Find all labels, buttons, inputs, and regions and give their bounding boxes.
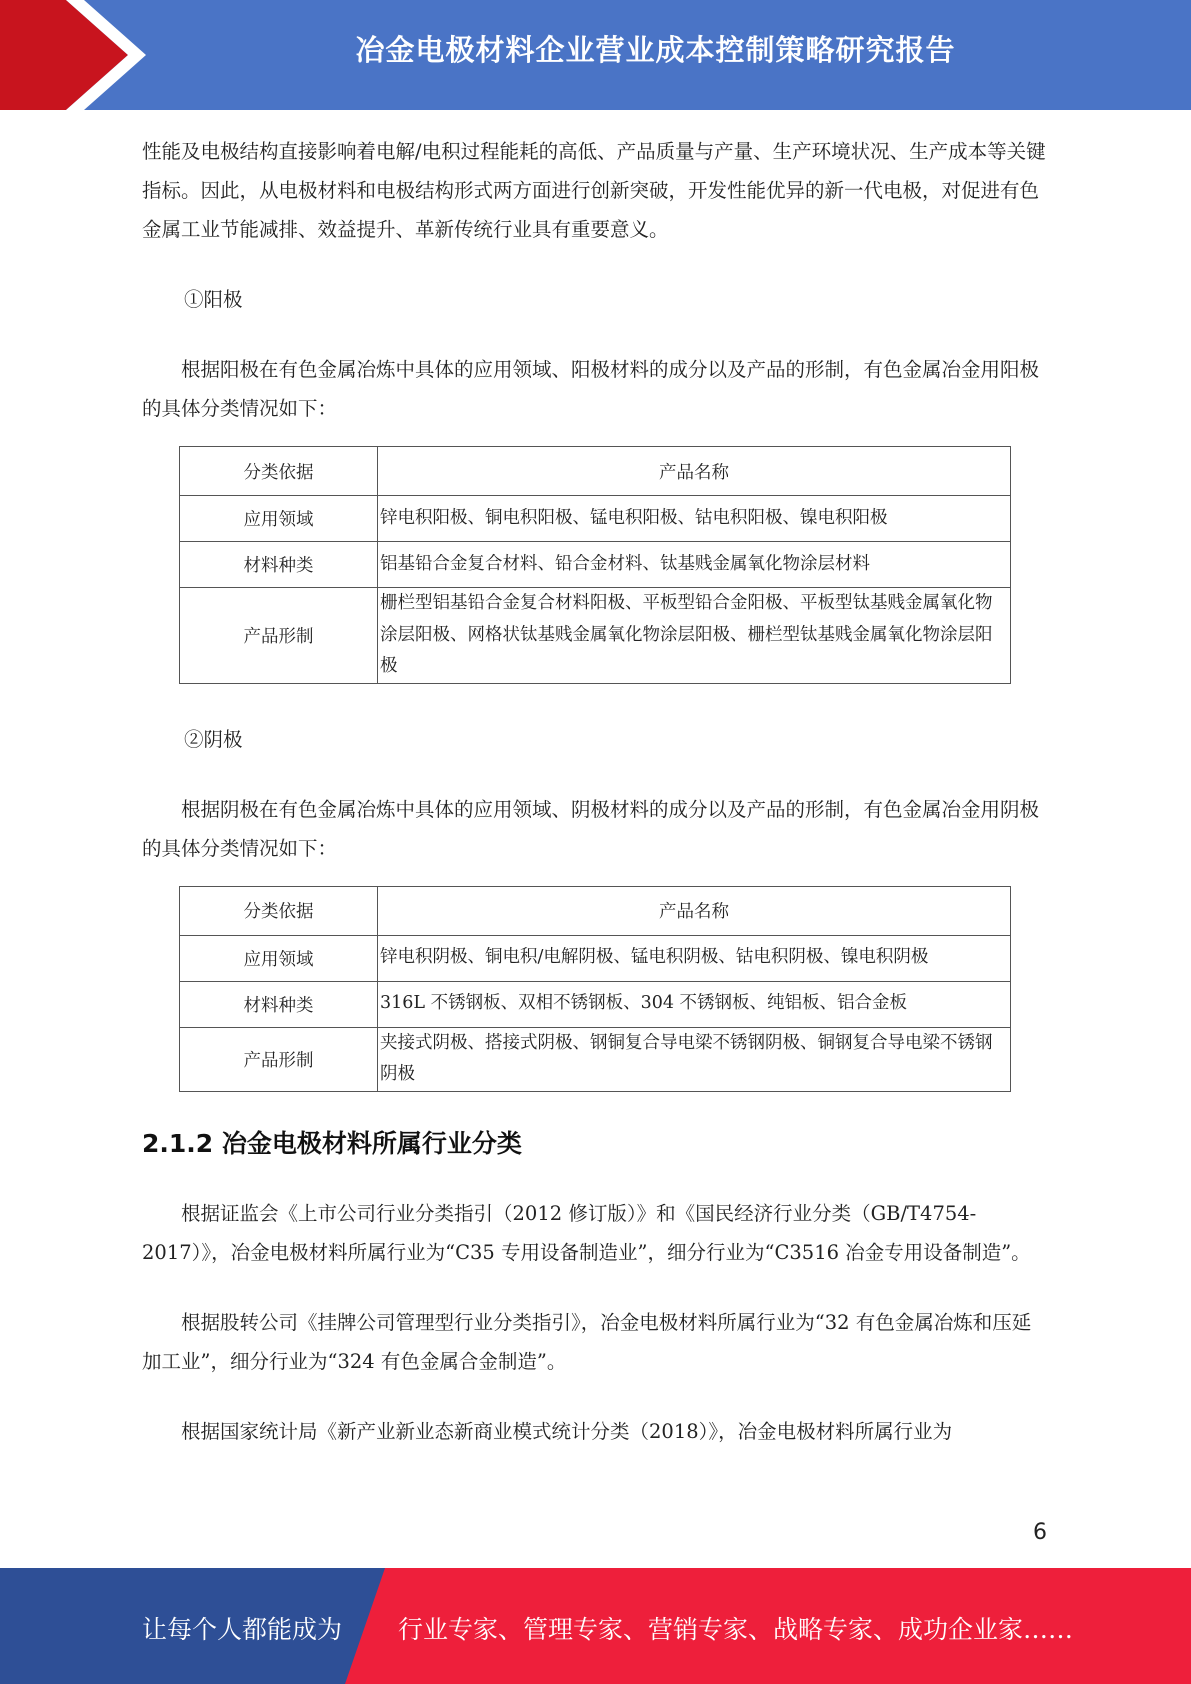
table-header-row — [180, 447, 1011, 496]
table-header-product: 产品名称 — [378, 447, 1011, 496]
table-row — [180, 588, 1011, 684]
document-body — [142, 132, 1047, 1451]
paragraph-csrc-classification: 根据证监会《上市公司行业分类指引（2012 修订版）》和《国民经济行业分类（GB/T4754-2017）》，冶金电极材料所属行业为“C35 专用设备制造业”，细分行业为“C3516 冶金专用设备制造”。 — [142, 1201, 1031, 1264]
paragraph-cathode: 根据阴极在有色金属冶炼中具体的应用领域、阴极材料的成分以及产品的形制，有色金属冶金用阴极的具体分类情况如下： — [142, 797, 1040, 860]
section-heading: 2.1.2 冶金电极材料所属行业分类 — [142, 1128, 522, 1158]
paragraph-nbs-classification: 根据国家统计局《新产业新业态新商业模式统计分类（2018）》，冶金电极材料所属行业为 — [181, 1419, 953, 1443]
anode-classification-table — [179, 446, 1011, 684]
cathode-subheading: ②阴极 — [184, 727, 243, 751]
paragraph-anode: 根据阳极在有色金属冶炼中具体的应用领域、阳极材料的成分以及产品的形制，有色金属冶金用阳极的具体分类情况如下： — [142, 358, 1040, 420]
table-cell-value: 锌电积阴极、铜电积/电解阴极、锰电积阴极、钴电积阴极、镍电积阴极 — [378, 935, 1011, 981]
table-cell-key: 产品形制 — [180, 1027, 378, 1091]
report-title: 冶金电极材料企业营业成本控制策略研究报告 — [355, 33, 956, 67]
table-cell-key: 应用领域 — [180, 935, 378, 981]
table-header-basis: 分类依据 — [180, 886, 378, 935]
table-header-row — [180, 886, 1011, 935]
header-chevron-graphic — [0, 0, 160, 110]
table-header-product: 产品名称 — [378, 886, 1011, 935]
cathode-classification-table — [179, 886, 1011, 1092]
table-row — [180, 542, 1011, 588]
table-cell-value: 锌电积阳极、铜电积阳极、锰电积阳极、钴电积阳极、镍电积阳极 — [378, 496, 1011, 542]
page-footer — [0, 1568, 1191, 1684]
table-header-basis: 分类依据 — [180, 447, 378, 496]
paragraph-intro: 性能及电极结构直接影响着电解/电积过程能耗的高低、产品质量与产量、生产环境状况、生产成本等关键指标。因此，从电极材料和电极结构形式两方面进行创新突破，开发性能优异的新一代电极，对促进有色金属工业节能减排、效益提升、革新传统行业具有重要意义。 — [142, 140, 1046, 241]
table-row — [180, 981, 1011, 1027]
page-header — [0, 0, 1191, 110]
paragraph-neeq-classification: 根据股转公司《挂牌公司管理型行业分类指引》，冶金电极材料所属行业为“32 有色金属冶炼和压延加工业”，细分行业为“324 有色金属合金制造”。 — [142, 1310, 1032, 1373]
footer-slogan-right: 行业专家、管理专家、营销专家、战略专家、成功企业家…… — [398, 1615, 1074, 1644]
table-cell-value: 316L 不锈钢板、双相不锈钢板、304 不锈钢板、纯铝板、铝合金板 — [378, 981, 1011, 1027]
anode-subheading: ①阳极 — [184, 288, 243, 311]
page-number: 6 — [1033, 1520, 1047, 1545]
table-cell-value: 夹接式阴极、搭接式阴极、钢铜复合导电梁不锈钢阴极、铜钢复合导电梁不锈钢阴极 — [378, 1027, 1011, 1091]
table-cell-key: 材料种类 — [180, 981, 378, 1027]
table-cell-key: 材料种类 — [180, 542, 378, 588]
table-row — [180, 1027, 1011, 1091]
footer-slogan-left: 让每个人都能成为 — [142, 1615, 343, 1644]
table-cell-value: 栅栏型铝基铅合金复合材料阳极、平板型铅合金阳极、平板型钛基贱金属氧化物涂层阳极、网格状钛基贱金属氧化物涂层阳极、栅栏型钛基贱金属氧化物涂层阳极 — [378, 588, 1011, 684]
table-cell-value: 铝基铅合金复合材料、铅合金材料、钛基贱金属氧化物涂层材料 — [378, 542, 1011, 588]
table-cell-key: 应用领域 — [180, 496, 378, 542]
table-row — [180, 496, 1011, 542]
table-row — [180, 935, 1011, 981]
table-cell-key: 产品形制 — [180, 588, 378, 684]
